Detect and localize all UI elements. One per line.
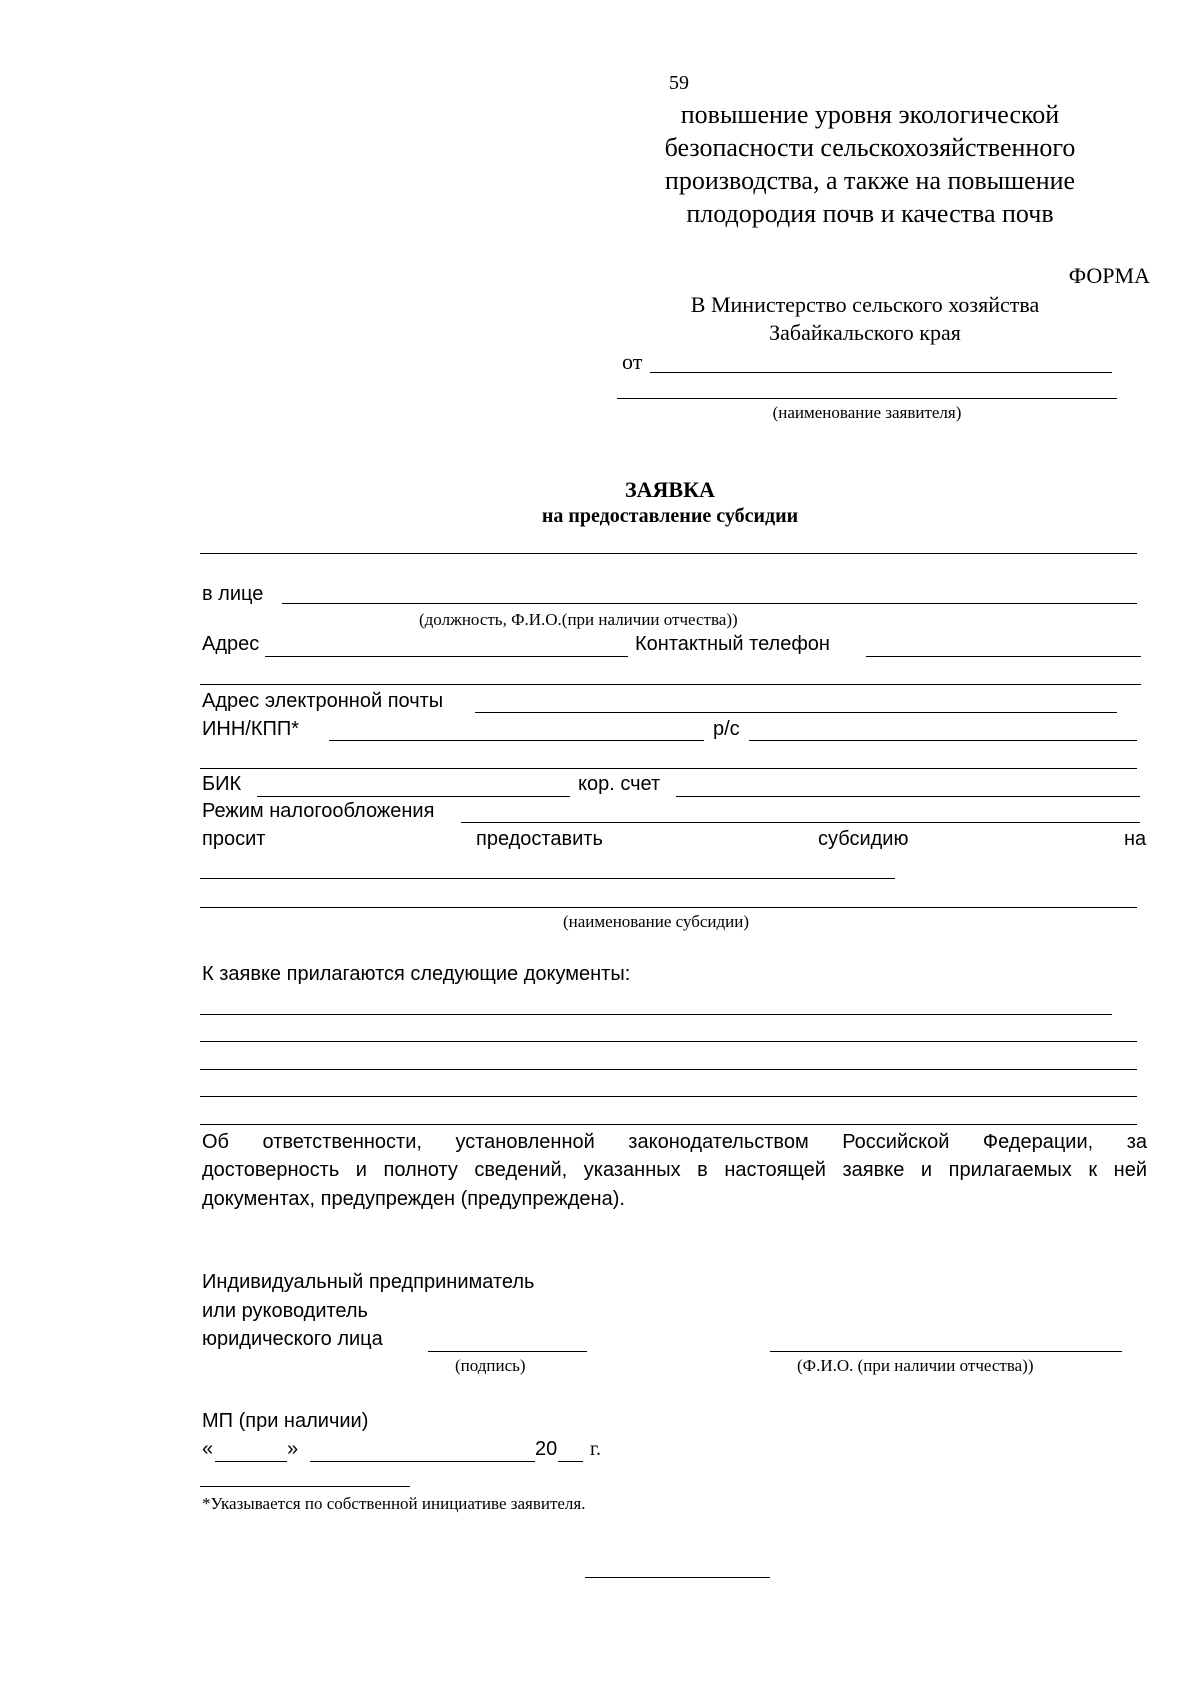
request-word-3: субсидию (818, 828, 909, 850)
email-label: Адрес электронной почты (202, 690, 444, 712)
bik-label: БИК (202, 773, 242, 795)
stamp-label: МП (при наличии) (202, 1410, 369, 1432)
subsidy-input-line-2[interactable] (200, 907, 1137, 908)
signatory-line-1: Индивидуальный предприниматель (202, 1271, 535, 1293)
corr-account-input-line[interactable] (676, 796, 1140, 797)
addressee-line-2: Забайкальского края (769, 320, 961, 345)
address-input-line[interactable] (265, 656, 628, 657)
request-word-1: просит (202, 828, 266, 850)
account-label: р/с (713, 718, 740, 740)
full-name-caption: (Ф.И.О. (при наличии отчества)) (797, 1356, 1034, 1375)
from-input-line[interactable] (650, 372, 1112, 373)
address-label: Адрес (202, 633, 260, 655)
from-label: от (622, 349, 643, 374)
request-word-4: на (1124, 828, 1147, 850)
responsibility-line-1: Об ответственности, установленной законодательством Российской Федерации, за (202, 1131, 1147, 1153)
account-input-line[interactable] (749, 740, 1137, 741)
email-input-line[interactable] (475, 712, 1117, 713)
in-person-input-line[interactable] (282, 603, 1137, 604)
attachment-line-5[interactable] (200, 1124, 1137, 1125)
footnote-text: *Указывается по собственной инициативе заявителя. (202, 1494, 586, 1513)
subsidy-caption: (наименование субсидии) (563, 912, 750, 931)
date-close-quote: » (287, 1438, 299, 1460)
header-line-4: плодородия почв и качества почв (686, 199, 1054, 228)
document-title: ЗАЯВКА (625, 477, 715, 502)
phone-input-line[interactable] (866, 656, 1141, 657)
date-day-line[interactable] (215, 1461, 287, 1462)
attachments-label: К заявке прилагаются следующие документы: (202, 963, 631, 985)
signatory-line-3: юридического лица (202, 1328, 383, 1350)
account-extra-line[interactable] (200, 768, 1137, 769)
signature-caption: (подпись) (455, 1356, 526, 1375)
tax-label: Режим налогообложения (202, 800, 435, 822)
header-line-2: безопасности сельскохозяйственного (664, 133, 1076, 162)
responsibility-line-3: документах, предупрежден (предупреждена). (202, 1188, 625, 1210)
signatory-line-2: или руководитель (202, 1300, 368, 1322)
document-subtitle: на предоставление субсидии (541, 505, 799, 527)
footnote-separator (200, 1486, 410, 1487)
page-number: 59 (669, 72, 689, 94)
address-extra-line[interactable] (200, 684, 1141, 685)
header-line-3: производства, а также на повышение (664, 166, 1076, 195)
in-person-label: в лице (202, 583, 264, 605)
addressee-line-1: В Министерство сельского хозяйства (690, 292, 1040, 317)
tax-input-line[interactable] (461, 822, 1140, 823)
attachment-line-4[interactable] (200, 1096, 1137, 1097)
full-name-line[interactable] (770, 1351, 1122, 1352)
date-open-quote: « (202, 1438, 214, 1460)
attachment-line-1[interactable] (200, 1014, 1112, 1015)
subsidy-input-line-1[interactable] (200, 878, 895, 879)
bik-input-line[interactable] (257, 796, 570, 797)
signature-line[interactable] (428, 1351, 587, 1352)
date-year-line[interactable] (558, 1461, 583, 1462)
form-label: ФОРМА (1068, 263, 1150, 288)
corr-account-label: кор. счет (578, 773, 661, 795)
applicant-input-line[interactable] (617, 398, 1117, 399)
attachment-line-2[interactable] (200, 1041, 1137, 1042)
in-person-caption: (должность, Ф.И.О.(при наличии отчества)) (419, 610, 738, 629)
applicant-caption: (наименование заявителя) (772, 403, 962, 422)
date-year-prefix: 20 (535, 1438, 558, 1460)
responsibility-line-2: достоверность и полноту сведений, указанных в настоящей заявке и прилагаемых к ней (202, 1159, 1147, 1181)
closing-rule (585, 1577, 770, 1578)
date-year-suffix: г. (590, 1438, 601, 1460)
attachment-line-3[interactable] (200, 1069, 1137, 1070)
header-line-1: повышение уровня экологической (680, 100, 1060, 129)
date-month-line[interactable] (310, 1461, 535, 1462)
phone-label: Контактный телефон (635, 633, 830, 655)
request-word-2: предоставить (476, 828, 603, 850)
inn-input-line[interactable] (329, 740, 704, 741)
applicant-name-line[interactable] (200, 553, 1137, 554)
inn-label: ИНН/КПП* (202, 718, 300, 740)
